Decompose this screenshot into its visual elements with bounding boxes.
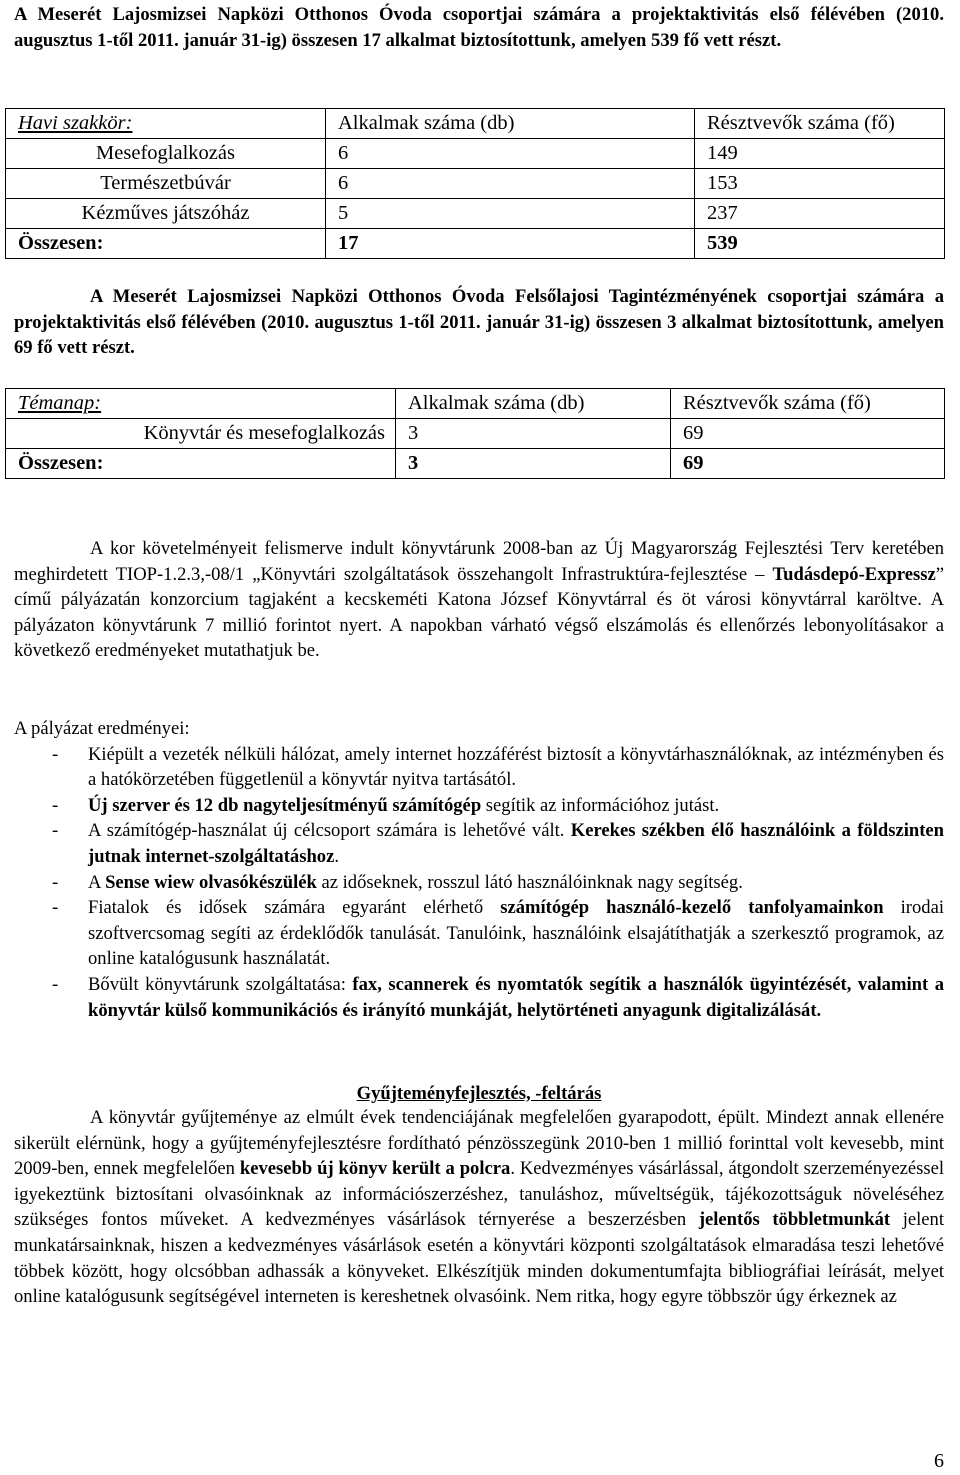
table-row <box>6 139 945 169</box>
table-cell: Természetbúvár <box>6 169 326 199</box>
table-cell: 3 <box>396 419 671 449</box>
intro-paragraph-2: A Meserét Lajosmizsei Napközi Otthonos Óvoda Felsőlajosi Tagintézményének csoportjai számára a projektaktivitás első félévében (2010. augusztus 1-től 2011. január 31-ig) összesen 3 alkalmat biztosítottunk, amelyen 69 fő vett részt. <box>14 286 944 359</box>
table-cell: 153 <box>695 169 945 199</box>
collection-section <box>14 1083 944 1310</box>
table-header-cell: Havi szakkör: <box>6 109 326 139</box>
results-list <box>14 742 944 1024</box>
table-cell: Összesen: <box>6 229 326 259</box>
list-item: - A Sense wiew olvasókészülék az időseknek, rosszul látó használóinknak nagy segítség. <box>52 871 743 893</box>
table-cell: Összesen: <box>6 449 396 479</box>
table-cell: 69 <box>671 419 945 449</box>
table-cell: 539 <box>695 229 945 259</box>
table-header-cell: Témanap: <box>6 389 396 419</box>
results-heading: A pályázat eredményei: <box>14 718 190 739</box>
table-header-row <box>6 389 945 419</box>
table-row <box>6 419 945 449</box>
table-header-cell: Alkalmak száma (db) <box>326 109 695 139</box>
table-cell: Mesefoglalkozás <box>6 139 326 169</box>
table-row <box>6 169 945 199</box>
list-item: - Kiépült a vezeték nélküli hálózat, amely internet hozzáférést biztosít a könyvtárhasználóknak, az intézményben és a hatókörzetében függetlenül a könyvtár nyitva tartásától. <box>52 743 944 791</box>
list-item: - Fiatalok és idősek számára egyaránt elérhető számítógép használó-kezelő tanfolyamainkon irodai szoftvercsomag segíti az érdeklődők tanulását. Tanulóink, használóink elsajátíthatják a szerkesztő programok, az online katalógusunk használatát. <box>52 897 944 970</box>
table-cell: 6 <box>326 169 695 199</box>
table-header-cell: Alkalmak száma (db) <box>396 389 671 419</box>
table-cell: Kézműves játszóház <box>6 199 326 229</box>
table-total-row <box>6 449 945 479</box>
collection-paragraph: A könyvtár gyűjteménye az elmúlt évek tendenciájának megfelelően gyarapodott, épült. Mindezt annak ellenére sikerült elérnünk, hogy a gyűjteményfejlesztésre fordítható pénzösszegünk 2010-ben 1 millió forinttal volt kevesebb, mint 2009-ben, ennek megfelelően kevesebb új könyv került a polcra. Kedvezményes vásárlással, átgondolt szerzeményezéssel igyekeztünk biztosítani olvasóinknak az információszerzéshez, tanuláshoz, műveltségük, tájékozottságuk növeléséhez szükséges fontos műveket. A kedvezményes vásárlások térnyerése a beszerzésben jelentős többletmunkát jelent munkatársainknak, hiszen a kedvezményes vásárlások esetén a könyvtári központi szolgáltatások elmaradása teszi lehetővé többek között, hogy olcsóbban adhassák a könyveket. Elkészítjük minden dokumentumfajta bibliográfiai leírását, melyet online katalógusunk segítségével interneten is kereshetnek olvasóink. Nem ritka, hogy egyre többször úgy érkeznek az <box>14 1107 944 1308</box>
table-cell: 149 <box>695 139 945 169</box>
table-cell: Könyvtár és mesefoglalkozás <box>6 419 396 449</box>
table-cell: 69 <box>671 449 945 479</box>
table-cell: 17 <box>326 229 695 259</box>
table-header-row <box>6 109 945 139</box>
table-cell: 3 <box>396 449 671 479</box>
table-row <box>6 199 945 229</box>
page-number: 6 <box>934 1450 944 1472</box>
table-header-cell: Résztvevők száma (fő) <box>671 389 945 419</box>
results-section <box>14 716 944 1023</box>
list-item: - Új szerver és 12 db nagyteljesítményű számítógép segítik az információhoz jutást. <box>52 794 720 816</box>
table-total-row <box>6 229 945 259</box>
table-havi-szakkor <box>5 108 945 259</box>
table-cell: 5 <box>326 199 695 229</box>
table-header-cell: Résztvevők száma (fő) <box>695 109 945 139</box>
table-cell: 6 <box>326 139 695 169</box>
paragraph-tiop: A kor követelményeit felismerve indult könyvtárunk 2008-ban az Új Magyarország Fejlesztési Terv keretében meghirdetett TIOP-1.2.3,-08/1 „Könyvtári szolgáltatások összehangolt Infrastruktúra-fejlesztése – Tudásdepó-Expressz” című pályázatán konzorcium tagjaként a kecskeméti Katona József Könyvtárral és öt városi könyvtárral karöltve. A pályázaton könyvtárunk 7 millió forintot nyert. A napokban várható végső elszámolás és ellenőrzés lebonyolításakor a következő eredményeket mutathatjuk be. <box>14 538 944 662</box>
intro-paragraph-1: A Meserét Lajosmizsei Napközi Otthonos Óvoda csoportjai számára a projektaktivitás első félévében (2010. augusztus 1-től 2011. január 31-ig) összesen 17 alkalmat biztosítottunk, amelyen 539 fő vett részt. <box>14 4 944 51</box>
table-cell: 237 <box>695 199 945 229</box>
list-item: - A számítógép-használat új célcsoport számára is lehetővé vált. Kerekes székben élő használóink a földszinten jutnak internet-szolgáltatáshoz. <box>52 820 944 867</box>
section-heading: Gyűjteményfejlesztés, -feltárás <box>356 1083 602 1104</box>
list-item: - Bővült könyvtárunk szolgáltatása: fax, scannerek és nyomtatók segítik a használók ügyintézését, valamint a könyvtár külső kommunikációs és irányító munkáját, helytörténeti anyagunk digitalizálását. <box>52 973 944 1021</box>
table-temanap <box>5 388 945 479</box>
